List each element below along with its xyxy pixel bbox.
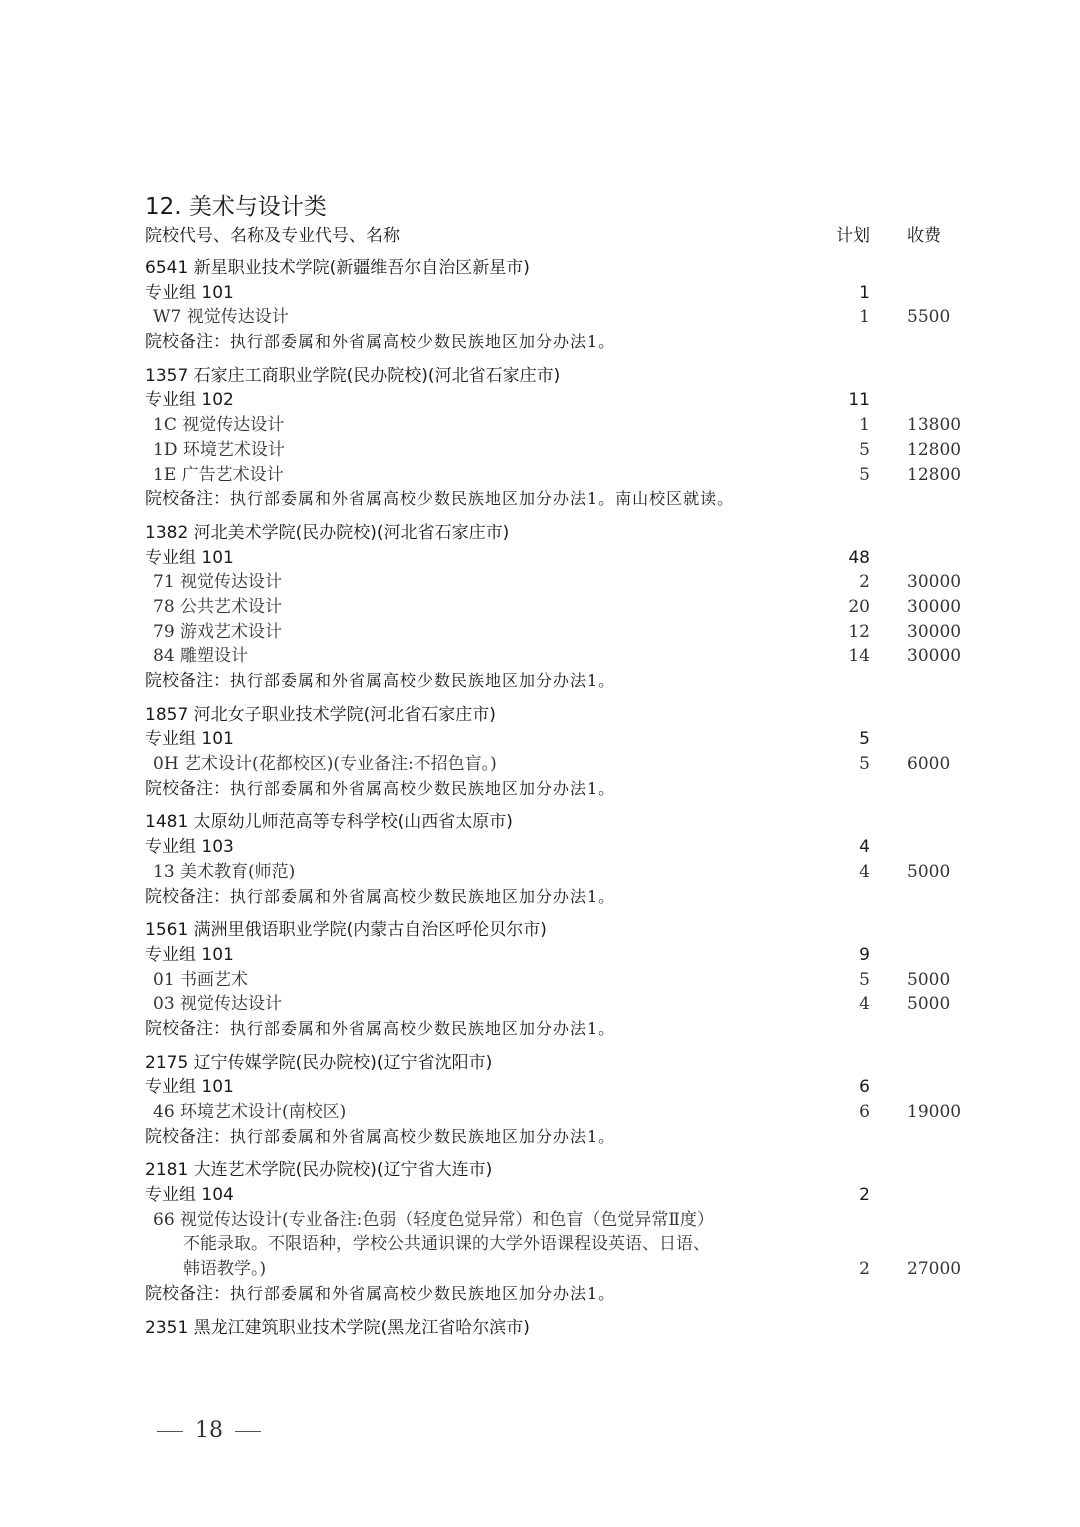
school-code: 1561 — [145, 920, 189, 941]
major-text — [145, 646, 248, 666]
major-row — [145, 438, 975, 463]
major-text — [145, 572, 282, 592]
major-name: 书画艺术 — [180, 969, 249, 990]
major-code: 01 — [153, 969, 175, 990]
major-text — [145, 862, 295, 882]
major-name: 公共艺术设计 — [180, 596, 283, 617]
note-text: 执行部委属和外省属高校少数民族地区加分办法1。 — [230, 886, 616, 906]
school-header — [145, 1051, 975, 1076]
group-label: 专业组 101 — [145, 547, 234, 568]
major-continuation — [145, 1257, 975, 1282]
column-header-name: 院校代号、名称及专业代号、名称 — [145, 226, 400, 246]
page-number — [145, 1418, 273, 1443]
major-row — [145, 413, 975, 438]
major-row — [145, 463, 975, 488]
group-plan: 5 — [859, 729, 870, 750]
school-block — [145, 1051, 975, 1150]
page-number-text: 18 — [195, 1418, 223, 1443]
group-row — [145, 1075, 975, 1100]
group-plan: 9 — [859, 944, 870, 965]
major-fee: 13800 — [907, 415, 962, 436]
major-name: 美术教育(师范) — [180, 861, 296, 882]
school-block — [145, 521, 975, 694]
major-row — [145, 595, 975, 620]
major-plan: 4 — [859, 994, 870, 1015]
school-block — [145, 256, 975, 355]
column-header-plan: 计划 — [836, 226, 870, 246]
major-name: 环境艺术设计 — [182, 439, 285, 460]
major-text — [145, 597, 282, 617]
major-plan: 5 — [859, 439, 870, 460]
group-row — [145, 388, 975, 413]
major-code: 03 — [153, 994, 175, 1015]
group-label: 专业组 103 — [145, 837, 234, 858]
major-plan: 1 — [859, 415, 870, 436]
major-row — [145, 1100, 975, 1125]
major-name: 游戏艺术设计 — [180, 621, 283, 642]
major-plan: 5 — [859, 464, 870, 485]
major-text — [145, 1102, 346, 1122]
major-name: 视觉传达设计 — [182, 415, 285, 436]
major-text — [145, 1210, 714, 1230]
group-label: 专业组 101 — [145, 1077, 234, 1098]
school-name: 太原幼儿师范高等专科学校(山西省太原市) — [193, 812, 513, 833]
major-text — [145, 754, 497, 774]
school-name: 河北美术学院(民办院校)(河北省石家庄市) — [193, 522, 510, 543]
school-note — [145, 669, 975, 694]
school-block — [145, 810, 975, 909]
school-note — [145, 330, 975, 355]
school-list — [145, 256, 975, 1340]
group-row — [145, 546, 975, 571]
school-code: 1357 — [145, 365, 189, 386]
major-continuation — [145, 1232, 975, 1257]
note-label: 院校备注： — [145, 489, 230, 510]
note-text: 执行部委属和外省属高校少数民族地区加分办法1。 — [230, 1283, 616, 1303]
note-label: 院校备注： — [145, 778, 230, 799]
school-note — [145, 777, 975, 802]
group-label: 专业组 101 — [145, 944, 234, 965]
major-text — [145, 622, 282, 642]
major-text — [145, 440, 285, 460]
major-fee: 19000 — [907, 1102, 962, 1122]
major-fee: 30000 — [907, 621, 962, 642]
school-header — [145, 1316, 975, 1341]
group-row — [145, 1183, 975, 1208]
major-name: 视觉传达设计(专业备注:色弱（轻度色觉异常）和色盲（色觉异常Ⅱ度） — [180, 1209, 714, 1230]
group-plan: 48 — [848, 547, 870, 568]
major-row — [145, 992, 975, 1017]
school-name: 辽宁传媒学院(民办院校)(辽宁省沈阳市) — [193, 1052, 493, 1073]
group-label: 专业组 101 — [145, 729, 234, 750]
major-code: 46 — [153, 1102, 175, 1122]
major-name: 环境艺术设计(南校区) — [180, 1102, 347, 1122]
document-page — [145, 192, 975, 1340]
school-code: 2181 — [145, 1160, 189, 1181]
group-row — [145, 727, 975, 752]
group-row — [145, 943, 975, 968]
major-code: 1E — [153, 464, 177, 485]
major-row — [145, 305, 975, 330]
major-name: 艺术设计(花都校区)(专业备注:不招色盲。) — [184, 754, 497, 775]
major-plan: 14 — [848, 646, 870, 667]
note-label: 院校备注： — [145, 1126, 230, 1147]
note-label: 院校备注： — [145, 671, 230, 691]
major-name-cont: 韩语教学。) — [183, 1259, 267, 1280]
note-label: 院校备注： — [145, 1018, 230, 1039]
major-plan: 4 — [859, 861, 870, 882]
major-fee: 30000 — [907, 572, 962, 593]
dash-decoration — [157, 1431, 183, 1432]
school-header — [145, 810, 975, 835]
major-fee: 5000 — [907, 994, 951, 1015]
major-plan: 1 — [859, 307, 870, 328]
major-fee: 27000 — [907, 1259, 962, 1280]
note-text: 执行部委属和外省属高校少数民族地区加分办法1。南山校区就读。 — [230, 489, 735, 509]
school-name: 满洲里俄语职业学院(内蒙古自治区呼伦贝尔市) — [193, 920, 547, 941]
group-row — [145, 835, 975, 860]
note-label: 院校备注： — [145, 886, 230, 907]
school-block — [145, 364, 975, 512]
major-row — [145, 752, 975, 777]
school-code: 6541 — [145, 258, 189, 278]
major-row — [145, 968, 975, 993]
major-fee: 30000 — [907, 596, 962, 617]
school-note — [145, 1282, 975, 1307]
major-row — [145, 644, 975, 669]
major-fee: 5500 — [907, 307, 951, 328]
major-row — [145, 860, 975, 885]
major-name: 雕塑设计 — [180, 646, 249, 667]
school-header — [145, 364, 975, 389]
major-plan: 12 — [848, 621, 870, 642]
major-text — [145, 994, 282, 1014]
major-text — [145, 465, 284, 485]
school-name: 石家庄工商职业学院(民办院校)(河北省石家庄市) — [193, 365, 561, 386]
major-code: 1D — [153, 439, 178, 460]
school-note — [145, 885, 975, 910]
school-header — [145, 256, 975, 281]
major-fee: 12800 — [907, 464, 962, 485]
major-text — [145, 307, 289, 327]
major-code: 66 — [153, 1209, 175, 1230]
school-header — [145, 918, 975, 943]
major-plan: 2 — [859, 1259, 870, 1280]
note-text: 执行部委属和外省属高校少数民族地区加分办法1。 — [230, 332, 616, 352]
school-name: 河北女子职业技术学院(河北省石家庄市) — [193, 704, 496, 725]
major-code: 79 — [153, 621, 175, 642]
school-header — [145, 521, 975, 546]
school-name: 大连艺术学院(民办院校)(辽宁省大连市) — [193, 1160, 493, 1181]
major-plan: 5 — [859, 969, 870, 990]
group-label: 专业组 101 — [145, 282, 234, 303]
major-plan: 6 — [859, 1102, 870, 1122]
note-label: 院校备注： — [145, 332, 230, 353]
section-title: 12. 美术与设计类 — [145, 194, 327, 220]
school-note — [145, 1017, 975, 1042]
major-fee: 12800 — [907, 439, 962, 460]
school-header — [145, 703, 975, 728]
school-note — [145, 1125, 975, 1150]
major-fee: 5000 — [907, 969, 951, 990]
major-code: 13 — [153, 861, 175, 882]
major-name: 广告艺术设计 — [181, 464, 284, 485]
column-headers — [145, 222, 975, 250]
major-code: 0H — [153, 754, 179, 775]
major-name-cont: 不能录取。不限语种，学校公共通识课的大学外语课程设英语、日语、 — [183, 1234, 710, 1255]
school-block — [145, 918, 975, 1041]
column-header-fee: 收费 — [907, 226, 941, 246]
note-label: 院校备注： — [145, 1283, 230, 1304]
major-name: 视觉传达设计 — [186, 307, 289, 328]
school-block — [145, 703, 975, 802]
major-row — [145, 570, 975, 595]
group-plan: 4 — [859, 837, 870, 858]
school-code: 1481 — [145, 812, 189, 833]
major-name: 视觉传达设计 — [180, 572, 283, 593]
major-fee: 30000 — [907, 646, 962, 667]
school-header — [145, 1158, 975, 1183]
major-row — [145, 620, 975, 645]
major-plan: 20 — [848, 596, 870, 617]
group-plan: 6 — [859, 1077, 870, 1098]
major-code: W7 — [153, 307, 182, 328]
school-name: 黑龙江建筑职业技术学院(黑龙江省哈尔滨市) — [193, 1317, 530, 1338]
major-code: 1C — [153, 415, 177, 436]
major-text — [145, 415, 284, 435]
major-plan: 2 — [859, 572, 870, 593]
school-block — [145, 1316, 975, 1341]
school-code: 1382 — [145, 522, 189, 543]
major-fee: 6000 — [907, 754, 951, 775]
note-text: 执行部委属和外省属高校少数民族地区加分办法1。 — [230, 1018, 616, 1038]
school-block — [145, 1158, 975, 1306]
school-name: 新星职业技术学院(新疆维吾尔自治区新星市) — [193, 258, 530, 278]
major-code: 71 — [153, 572, 175, 593]
group-plan: 1 — [859, 282, 870, 303]
group-row — [145, 281, 975, 306]
school-code: 1857 — [145, 704, 189, 725]
note-text: 执行部委属和外省属高校少数民族地区加分办法1。 — [230, 1126, 616, 1146]
major-fee: 5000 — [907, 861, 951, 882]
group-label: 专业组 102 — [145, 390, 234, 411]
major-code: 84 — [153, 646, 175, 667]
group-plan: 2 — [859, 1185, 870, 1206]
dash-decoration — [235, 1431, 261, 1432]
note-text: 执行部委属和外省属高校少数民族地区加分办法1。 — [230, 778, 616, 798]
major-row — [145, 1208, 975, 1233]
major-plan: 5 — [859, 754, 870, 775]
group-label: 专业组 104 — [145, 1185, 234, 1206]
note-text: 执行部委属和外省属高校少数民族地区加分办法1。 — [230, 671, 616, 690]
major-name: 视觉传达设计 — [180, 994, 283, 1015]
school-code: 2351 — [145, 1317, 189, 1338]
school-code: 2175 — [145, 1052, 189, 1073]
major-text — [145, 970, 248, 990]
school-note — [145, 487, 975, 512]
major-code: 78 — [153, 596, 175, 617]
group-plan: 11 — [848, 390, 870, 411]
